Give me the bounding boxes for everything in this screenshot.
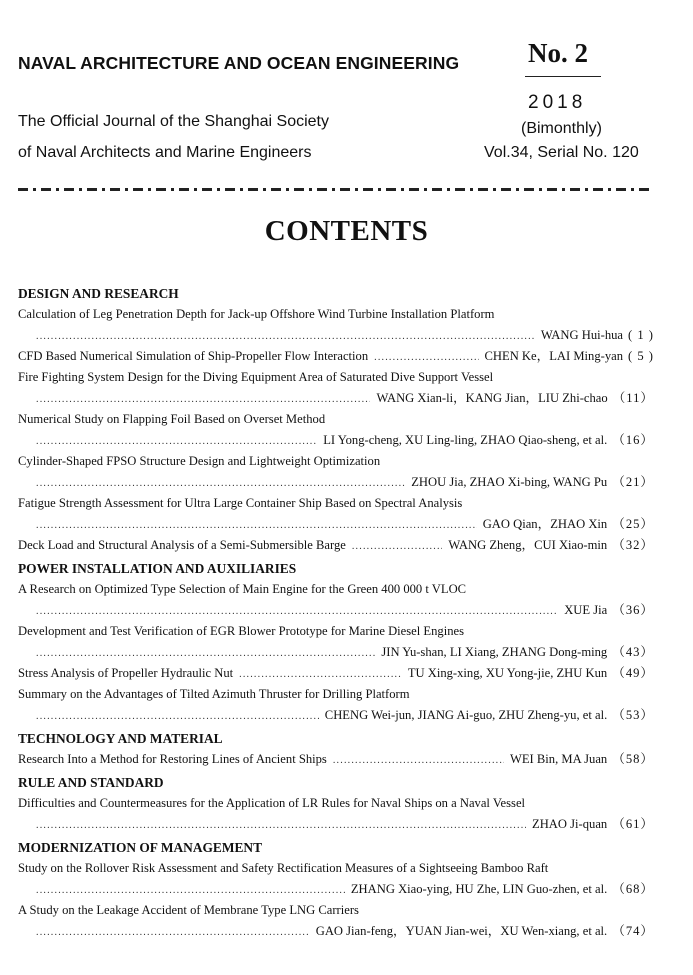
toc-entry-title[interactable]: [18, 304, 654, 325]
leader-dots: [239, 663, 402, 684]
table-of-contents: [18, 283, 654, 942]
publication-frequency: (Bimonthly): [521, 120, 602, 137]
article-title: Fatigue Strength Assessment for Ultra Large Container Ship Based on Spectral Analysis: [18, 496, 463, 510]
leader-dots: [36, 642, 375, 663]
leader-dots: [352, 535, 443, 556]
article-authors: WANG Zheng，CUI Xiao-min: [448, 538, 608, 552]
article-authors: WANG Xian-li，KANG Jian，LIU Zhi-chao: [376, 391, 608, 405]
section-heading: DESIGN AND RESEARCH: [18, 286, 179, 301]
section-heading: TECHNOLOGY AND MATERIAL: [18, 731, 223, 746]
toc-entry-title[interactable]: [18, 367, 654, 388]
article-page: （32）: [612, 538, 654, 552]
leader-dots: [36, 879, 345, 900]
toc-entry[interactable]: [18, 535, 654, 556]
article-title: Research Into a Method for Restoring Lines of Ancient Ships: [18, 752, 327, 766]
article-authors: WEI Bin, MA Juan: [509, 752, 608, 766]
article-authors: LI Yong-cheng, XU Ling-ling, ZHAO Qiao-sheng, et al.: [323, 433, 608, 447]
toc-entry[interactable]: [18, 921, 654, 942]
toc-entry[interactable]: [18, 388, 654, 409]
toc-entry-title[interactable]: [18, 900, 654, 921]
article-authors: JIN Yu-shan, LI Xiang, ZHANG Dong-ming: [381, 645, 608, 659]
article-authors: TU Xing-xing, XU Yong-jie, ZHU Kun: [407, 666, 608, 680]
dashed-divider: [18, 188, 654, 191]
leader-dots: [36, 430, 317, 451]
leader-dots: [36, 705, 319, 726]
article-authors: GAO Jian-feng，YUAN Jian-wei，XU Wen-xiang, et al.: [315, 924, 608, 938]
article-title: Numerical Study on Flapping Foil Based on Overset Method: [18, 412, 326, 426]
journal-name: NAVAL ARCHITECTURE AND OCEAN ENGINEERING: [18, 53, 460, 73]
article-authors: ZHANG Xiao-ying, HU Zhe, LIN Guo-zhen, et al.: [350, 882, 608, 896]
article-title: Cylinder-Shaped FPSO Structure Design and Lightweight Optimization: [18, 454, 381, 468]
leader-dots: [36, 814, 526, 835]
article-page: （16）: [612, 433, 654, 447]
section-heading: RULE AND STANDARD: [18, 775, 164, 790]
leader-dots: [36, 514, 477, 535]
journal-subtitle-1: The Official Journal of the Shanghai Society: [18, 113, 329, 130]
article-title: Deck Load and Structural Analysis of a Semi-Submersible Barge: [18, 538, 346, 552]
toc-entry[interactable]: [18, 749, 654, 770]
article-title: Fire Fighting System Design for the Diving Equipment Area of Saturated Dive Support Vessel: [18, 370, 494, 384]
toc-entry[interactable]: [18, 600, 654, 621]
toc-entry[interactable]: [18, 814, 654, 835]
article-title: A Study on the Leakage Accident of Membrane Type LNG Carriers: [18, 903, 359, 917]
volume-serial: Vol.34, Serial No. 120: [484, 144, 639, 161]
article-title: Stress Analysis of Propeller Hydraulic Nut: [18, 666, 234, 680]
article-page: （21）: [612, 475, 654, 489]
leader-dots: [36, 472, 405, 493]
toc-entry-title[interactable]: [18, 493, 654, 514]
section-heading: POWER INSTALLATION AND AUXILIARIES: [18, 561, 297, 576]
toc-entry[interactable]: [18, 472, 654, 493]
article-page: （58）: [612, 752, 654, 766]
toc-entry[interactable]: [18, 346, 654, 367]
article-title: CFD Based Numerical Simulation of Ship-Propeller Flow Interaction: [18, 349, 369, 363]
toc-entry[interactable]: [18, 430, 654, 451]
contents-title: CONTENTS: [264, 215, 429, 247]
toc-entry[interactable]: [18, 514, 654, 535]
article-page: （61）: [612, 817, 654, 831]
toc-entry[interactable]: [18, 879, 654, 900]
leader-dots: [333, 749, 504, 770]
toc-entry-title[interactable]: [18, 579, 654, 600]
article-page: ( 5 ): [628, 349, 654, 363]
toc-entry-title[interactable]: [18, 621, 654, 642]
article-page: （43）: [612, 645, 654, 659]
toc-entry[interactable]: [18, 642, 654, 663]
section-heading: MODERNIZATION OF MANAGEMENT: [18, 840, 263, 855]
journal-subtitle-2: of Naval Architects and Marine Engineers: [18, 144, 312, 161]
article-page: （11）: [612, 391, 654, 405]
toc-entry[interactable]: [18, 663, 654, 684]
article-page: （49）: [612, 666, 654, 680]
leader-dots: [36, 388, 370, 409]
article-page: ( 1 ): [628, 328, 654, 342]
leader-dots: [36, 325, 535, 346]
toc-entry-title[interactable]: [18, 684, 654, 705]
article-page: （53）: [612, 708, 654, 722]
leader-dots: [374, 346, 478, 367]
article-authors: CHEN Ke，LAI Ming-yan: [484, 349, 624, 363]
toc-entry-title[interactable]: [18, 451, 654, 472]
issue-underline: [525, 76, 601, 77]
toc-entry-title[interactable]: [18, 858, 654, 879]
article-page: （74）: [612, 924, 654, 938]
article-authors: XUE Jia: [564, 603, 608, 617]
toc-entry-title[interactable]: [18, 793, 654, 814]
article-authors: CHENG Wei-jun, JIANG Ai-guo, ZHU Zheng-yu, et al.: [324, 708, 608, 722]
leader-dots: [36, 600, 558, 621]
article-title: Difficulties and Countermeasures for the Application of LR Rules for Naval Ships on a Naval Vessel: [18, 796, 526, 810]
toc-entry-title[interactable]: [18, 409, 654, 430]
article-page: （68）: [612, 882, 654, 896]
article-authors: ZHOU Jia, ZHAO Xi-bing, WANG Pu: [411, 475, 608, 489]
toc-entry[interactable]: [18, 325, 654, 346]
article-title: A Research on Optimized Type Selection of Main Engine for the Green 400 000 t VLOC: [18, 582, 467, 596]
article-page: （25）: [612, 517, 654, 531]
article-title: Summary on the Advantages of Tilted Azimuth Thruster for Drilling Platform: [18, 687, 410, 701]
article-page: （36）: [612, 603, 654, 617]
article-authors: WANG Hui-hua: [540, 328, 624, 342]
article-title: Study on the Rollover Risk Assessment and Safety Rectification Measures of a Sightseeing Bamboo Raft: [18, 861, 549, 875]
issue-number: No. 2: [528, 38, 588, 68]
article-title: Calculation of Leg Penetration Depth for Jack-up Offshore Wind Turbine Installation Platform: [18, 307, 495, 321]
article-title: Development and Test Verification of EGR Blower Prototype for Marine Diesel Engines: [18, 624, 464, 638]
article-authors: ZHAO Ji-quan: [532, 817, 608, 831]
article-authors: GAO Qian，ZHAO Xin: [482, 517, 608, 531]
issue-year: 2018: [528, 92, 587, 113]
leader-dots: [36, 921, 310, 942]
toc-entry[interactable]: [18, 705, 654, 726]
